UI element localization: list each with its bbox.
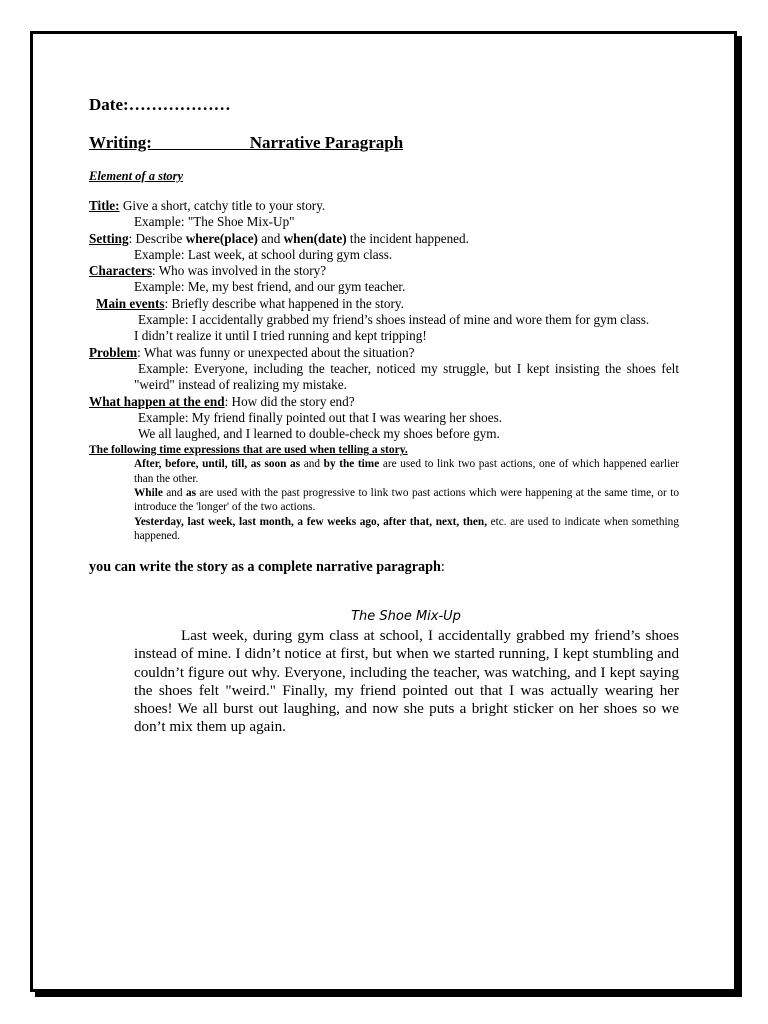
main-events-text: : Briefly describe what happened in the story.	[164, 295, 404, 311]
time-note-1-text-b: are used to link two past actions, one of which happened earlier than the other.	[134, 458, 679, 485]
time-note-3-bold: Yesterday, last week, last month, a few weeks ago, after that, next, then,	[134, 515, 488, 528]
instruction-text: you can write the story as a complete narrative paragraph	[89, 559, 441, 576]
setting-bold-when: when(date)	[283, 230, 347, 246]
time-note-3-text: etc. are used to indicate when something happened.	[134, 515, 679, 542]
end-example-2: We all laughed, and I learned to double-check my shoes before gym.	[138, 426, 500, 442]
problem-label: Problem	[89, 344, 138, 360]
time-note-2-text-a: and	[162, 487, 186, 500]
problem-text: : What was funny or unexpected about the situation?	[137, 344, 415, 360]
element-heading: Element of a story	[89, 169, 184, 183]
main-events-label: Main events	[96, 295, 165, 311]
time-expressions-heading: The following time expressions that are used when telling a story.	[89, 444, 408, 457]
time-note-2	[89, 486, 679, 515]
time-note-1	[89, 457, 679, 486]
characters-label: Characters	[89, 263, 152, 279]
story-paragraph: Last week, during gym class at school, I accidentally grabbed my friend’s shoes instead of mine. I didn’t notice at first, but when we started running, I kept stumbling and couldn’t figure out why. Everyone, including the teacher, was watching, and I kept saying the shoes felt "weird." Finally, my friend pointed out that I was actually wearing her shoes! We all burst out laughing, and now she puts a bright sticker on her shoes so we don’t mix them up again.	[134, 628, 679, 736]
setting-bold-where: where(place)	[185, 230, 258, 246]
problem-row	[89, 345, 679, 361]
setting-row	[89, 231, 679, 247]
characters-text: : Who was involved in the story?	[151, 263, 327, 279]
main-events-row	[89, 296, 679, 312]
time-note-1-bold-b: by the time	[323, 458, 380, 471]
main-events-example-1: Example: I accidentally grabbed my friend’s shoes instead of mine and wore them for gym class.	[138, 312, 650, 328]
end-text: : How did the story end?	[224, 393, 355, 409]
setting-text-b: and	[257, 230, 284, 246]
characters-row	[89, 263, 679, 279]
time-note-1-bold-a: After, before, until, till, as soon as	[134, 458, 301, 471]
title-text: Give a short, catchy title to your story.	[119, 198, 326, 213]
date-line: Date:………………	[89, 95, 231, 114]
time-note-2-text-b: are used with the past progressive to link two past actions which were happening at the same time, or to introduce the 'longer' of the two actions.	[134, 487, 679, 514]
time-note-3	[89, 515, 679, 544]
title-row	[89, 198, 679, 214]
end-label: What happen at the end	[89, 393, 225, 409]
setting-text-a: : Describe	[128, 230, 186, 246]
setting-text-c: the incident happened.	[346, 230, 469, 246]
setting-label: Setting	[89, 230, 129, 246]
worksheet-content	[89, 94, 679, 736]
title-label: Title:	[89, 198, 120, 213]
end-example-1: Example: My friend finally pointed out that I was wearing her shoes.	[138, 409, 503, 425]
characters-example: Example: Me, my best friend, and our gym teacher.	[134, 279, 406, 295]
writing-title: Narrative Paragraph	[249, 133, 404, 152]
writing-heading	[89, 132, 679, 154]
problem-example: Example: Everyone, including the teacher, noticed my struggle, but I kept insisting the shoes felt "weird" instead of realizing my mistake.	[134, 360, 679, 393]
time-note-2-bold-a: While	[134, 487, 163, 500]
worksheet-page	[30, 31, 737, 992]
end-row	[89, 394, 679, 410]
instruction-colon: :	[440, 559, 445, 576]
time-note-2-bold-b: as	[185, 487, 197, 500]
story-title: The Shoe Mix-Up	[351, 609, 461, 625]
instruction-line	[89, 558, 679, 576]
time-note-1-text-a: and	[300, 458, 324, 471]
writing-label: Writing:	[89, 133, 152, 152]
title-example: Example: "The Shoe Mix-Up"	[134, 214, 295, 230]
setting-example: Example: Last week, at school during gym class.	[134, 246, 393, 262]
main-events-example-2: I didn’t realize it until I tried running and kept tripping!	[134, 328, 427, 344]
